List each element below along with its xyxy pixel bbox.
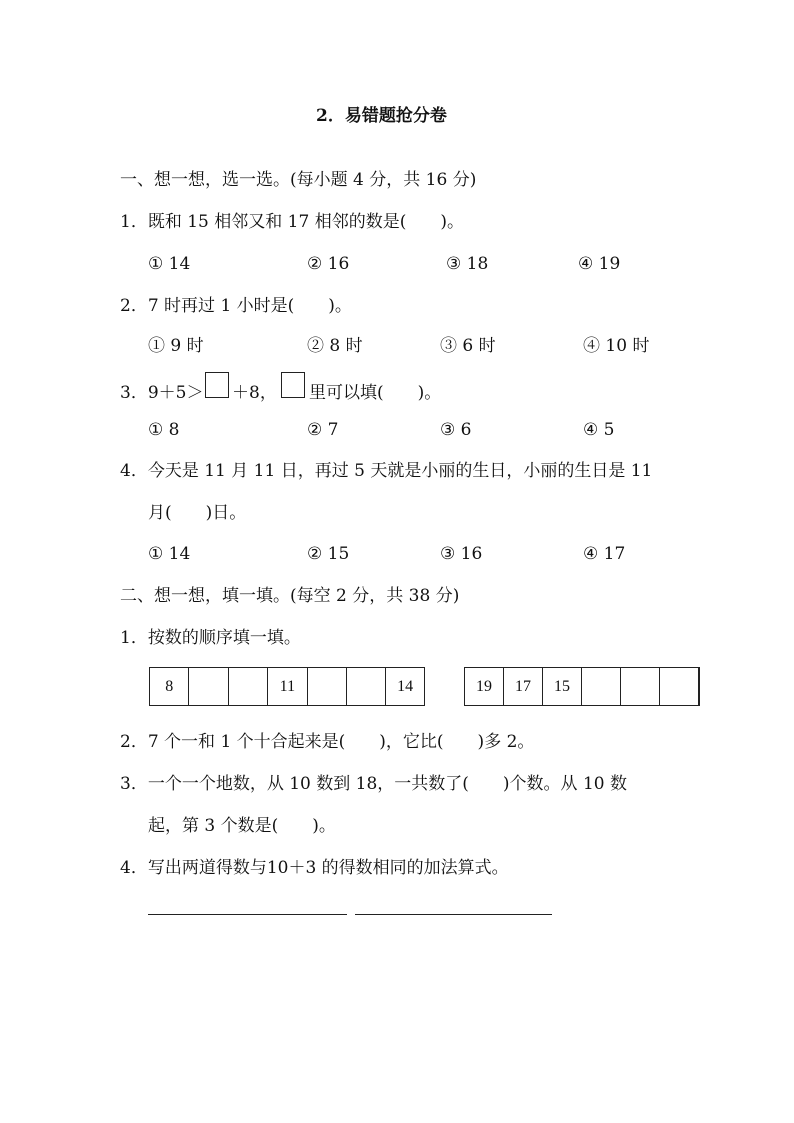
question-1-3-part-b: ＋8，	[232, 383, 277, 403]
q1-4-option-d: ④ 17	[583, 544, 626, 564]
sequence-cell[interactable]: 17	[504, 668, 543, 705]
sequence-cell[interactable]: 19	[465, 668, 504, 705]
answer-line-1[interactable]	[148, 914, 347, 915]
sequence-row-b	[464, 667, 700, 706]
section2-heading: 二、想一想，填一填。(每空 2 分，共 38 分)	[120, 586, 460, 606]
sequence-row-a	[149, 667, 425, 706]
q1-3-option-d: ④ 5	[583, 420, 615, 440]
q1-1-option-c: ③ 18	[446, 254, 489, 274]
q1-2-option-b: ② 8 时	[307, 336, 363, 356]
q1-3-option-b: ② 7	[307, 420, 339, 440]
q1-3-option-c: ③ 6	[440, 420, 472, 440]
q1-2-option-a: ① 9 时	[148, 336, 204, 356]
answer-box[interactable]	[205, 372, 229, 398]
sequence-cell[interactable]: 15	[543, 668, 582, 705]
question-2-1: 1．按数的顺序填一填。	[120, 628, 301, 648]
q1-1-option-a: ① 14	[148, 254, 191, 274]
question-2-4: 4．写出两道得数与10＋3 的得数相同的加法算式。	[120, 858, 509, 878]
answer-line-2[interactable]	[355, 914, 552, 915]
question-2-2: 2．7 个一和 1 个十合起来是( )，它比( )多 2。	[120, 732, 535, 752]
sequence-cell[interactable]	[229, 668, 268, 705]
question-1-2: 2．7 时再过 1 小时是( )。	[120, 296, 352, 316]
section1-heading: 一、想一想，选一选。(每小题 4 分，共 16 分)	[120, 170, 477, 190]
sequence-cell[interactable]	[621, 668, 660, 705]
question-2-3-line1: 3．一个一个地数，从 10 数到 18，一共数了( )个数。从 10 数	[120, 774, 627, 794]
question-1-4-line2: 月( )日。	[148, 503, 247, 523]
question-1-3-part-a: 3．9＋5＞	[120, 383, 204, 403]
sequence-cell[interactable]	[308, 668, 347, 705]
sequence-cell[interactable]	[582, 668, 621, 705]
question-1-3-part-c: 里可以填( )。	[309, 383, 442, 403]
sequence-cell[interactable]: 14	[397, 677, 414, 695]
question-2-3-line2: 起，第 3 个数是( )。	[148, 816, 336, 836]
q1-4-option-a: ① 14	[148, 544, 191, 564]
q1-1-option-b: ② 16	[307, 254, 350, 274]
q1-3-option-a: ① 8	[148, 420, 180, 440]
q1-2-option-c: ③ 6 时	[440, 336, 496, 356]
q1-4-option-b: ② 15	[307, 544, 350, 564]
sequence-cell[interactable]	[660, 668, 699, 705]
sequence-cell[interactable]: 11	[268, 668, 307, 705]
q1-1-option-d: ④ 19	[578, 254, 621, 274]
q1-2-option-d: ④ 10 时	[583, 336, 650, 356]
question-1-4-line1: 4．今天是 11 月 11 日，再过 5 天就是小丽的生日，小丽的生日是 11	[120, 461, 653, 481]
page-title: 2．易错题抢分卷	[316, 106, 447, 126]
sequence-cell[interactable]: 8	[150, 668, 189, 705]
q1-4-option-c: ③ 16	[440, 544, 483, 564]
question-1-1: 1．既和 15 相邻又和 17 相邻的数是( )。	[120, 212, 464, 232]
sequence-cell[interactable]	[347, 668, 386, 705]
sequence-cell[interactable]	[189, 668, 228, 705]
answer-box[interactable]	[281, 372, 305, 398]
